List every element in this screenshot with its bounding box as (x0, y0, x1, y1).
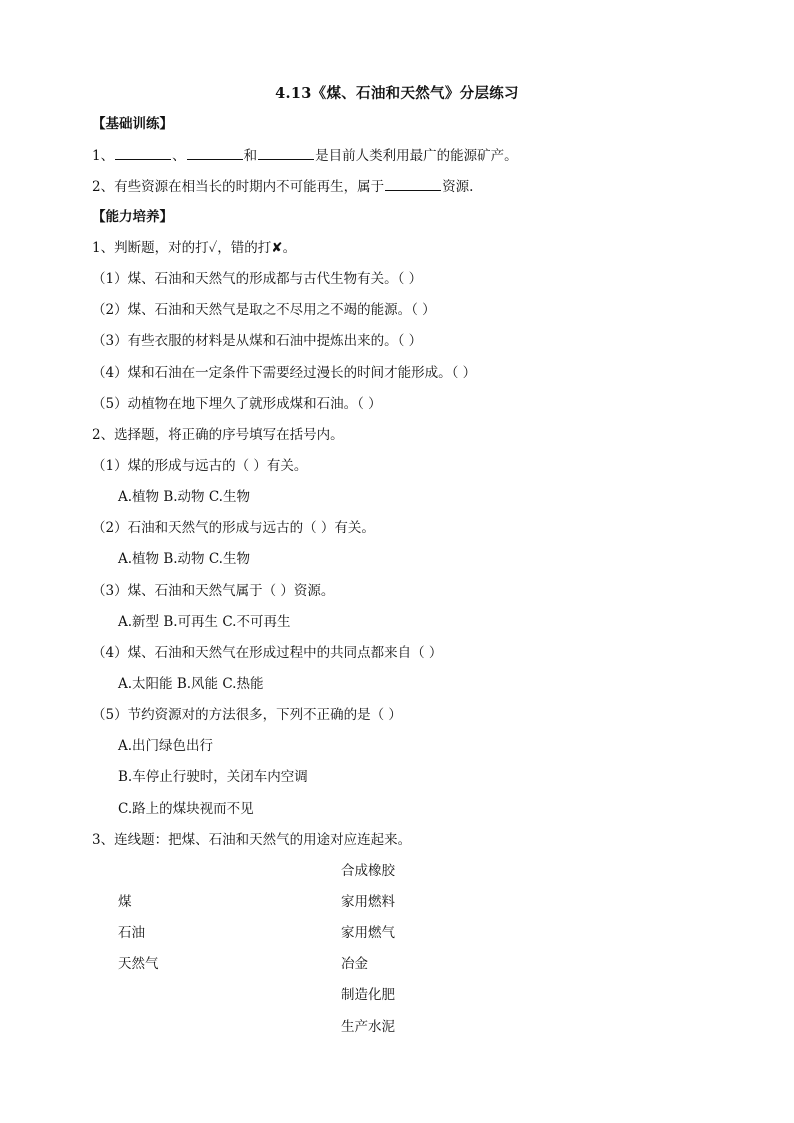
section-ability-heading: 【能力培养】 (92, 209, 173, 225)
q1-sep: 、 (172, 148, 186, 164)
judge-item-5: （5）动植物在地下埋久了就形成煤和石油。（ ） (92, 396, 382, 412)
match-left-item: 石油 (118, 925, 145, 941)
judge-item-3: （3）有些衣服的材料是从煤和石油中提炼出来的。（ ） (92, 333, 423, 349)
match-right-item: 冶金 (341, 956, 368, 972)
q2-suffix: 资源. (442, 179, 474, 195)
choice-q1-options: A.植物 B.动物 C.生物 (118, 489, 250, 505)
choice-q4: （4）煤、石油和天然气在形成过程中的共同点都来自（ ） (92, 645, 443, 661)
choice-stem: 2、选择题，将正确的序号填写在括号内。 (92, 427, 344, 443)
choice-q3-options: A.新型 B.可再生 C.不可再生 (118, 614, 291, 630)
basic-question-2 (92, 177, 473, 196)
choice-q5: （5）节约资源对的方法很多，下列不正确的是（ ） (92, 707, 402, 723)
q1-prefix: 1、 (92, 148, 115, 164)
judge-item-4: （4）煤和石油在一定条件下需要经过漫长的时间才能形成。（ ） (92, 365, 477, 381)
judge-stem: 1、判断题，对的打✓，错的打✘。 (92, 240, 297, 256)
answer-blank-4[interactable] (385, 177, 441, 191)
section-basic-heading: 【基础训练】 (92, 116, 173, 132)
answer-blank-2[interactable] (187, 146, 243, 160)
match-right-item: 家用燃气 (341, 925, 395, 941)
choice-q5-option-a: A.出门绿色出行 (118, 738, 214, 754)
page-title: 4.13《煤、石油和天然气》分层练习 (275, 85, 519, 102)
choice-q5-option-c: C.路上的煤块视而不见 (118, 801, 254, 817)
answer-blank-3[interactable] (258, 146, 314, 160)
match-right-item: 家用燃料 (341, 894, 395, 910)
match-right-item: 制造化肥 (341, 987, 395, 1003)
match-right-item: 生产水泥 (341, 1019, 395, 1035)
judge-item-2: （2）煤、石油和天然气是取之不尽用之不竭的能源。（ ） (92, 302, 436, 318)
q1-and: 和 (243, 148, 258, 164)
choice-q3: （3）煤、石油和天然气属于（ ）资源。 (92, 583, 335, 599)
q1-suffix: 是目前人类利用最广的能源矿产。 (315, 148, 518, 164)
match-stem: 3、连线题：把煤、石油和天然气的用途对应连起来。 (92, 832, 412, 848)
match-left-item: 天然气 (118, 956, 159, 972)
basic-question-1 (92, 146, 518, 165)
choice-q4-options: A.太阳能 B.风能 C.热能 (118, 676, 264, 692)
judge-item-1: （1）煤、石油和天然气的形成都与古代生物有关。（ ） (92, 271, 423, 287)
answer-blank-1[interactable] (115, 146, 171, 160)
choice-q5-option-b: B.车停止行驶时，关闭车内空调 (118, 769, 308, 785)
choice-q1: （1）煤的形成与远古的（ ）有关。 (92, 458, 308, 474)
choice-q2-options: A.植物 B.动物 C.生物 (118, 551, 250, 567)
match-left-item: 煤 (118, 894, 132, 910)
match-right-item: 合成橡胶 (341, 863, 395, 879)
q2-prefix: 2、有些资源在相当长的时期内不可能再生，属于 (92, 179, 385, 195)
choice-q2: （2）石油和天然气的形成与远古的（ ）有关。 (92, 520, 375, 536)
